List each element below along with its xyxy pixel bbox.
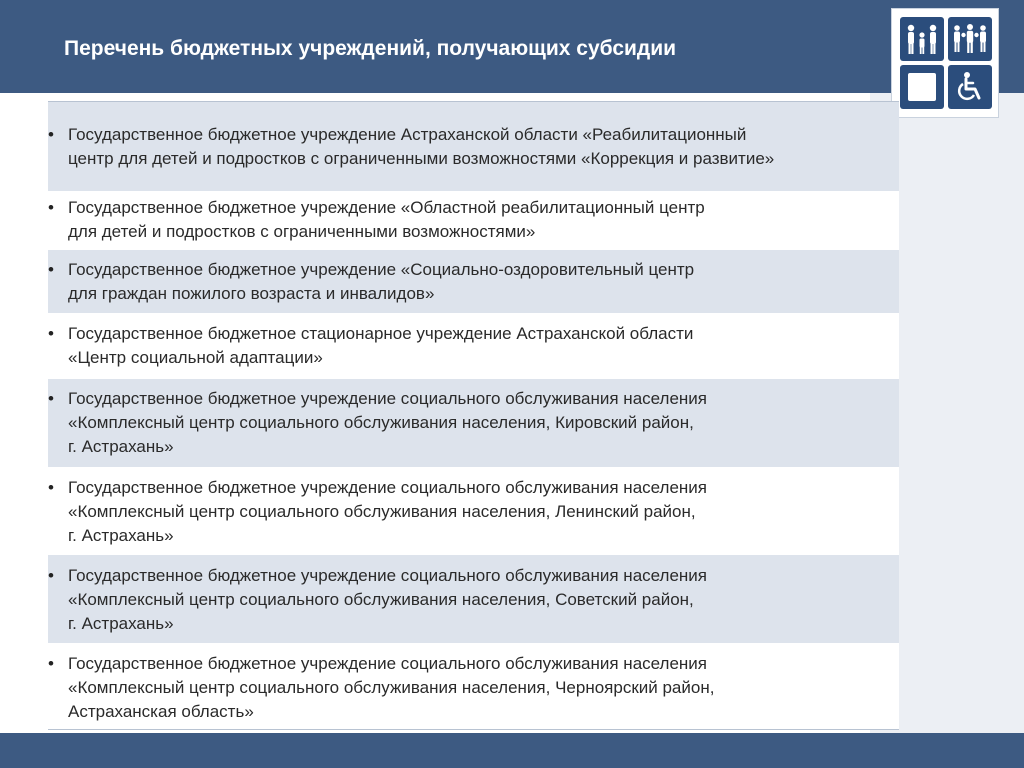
list-item-text: Государственное бюджетное учреждение социального обслуживания населения «Комплексный центр социального обслуживания населения, Кировский район, г. Астрахань» xyxy=(68,389,708,456)
bullet: • xyxy=(48,389,54,408)
wheelchair-icon xyxy=(948,65,992,109)
list-item xyxy=(48,191,899,250)
logo xyxy=(891,8,999,118)
page-title: Перечень бюджетных учреждений, получающих субсидии xyxy=(64,37,677,60)
list-item-text: Государственное бюджетное учреждение социального обслуживания населения «Комплексный центр социального обслуживания населения, Советский район, г. Астрахань» xyxy=(68,566,708,633)
header-bar xyxy=(0,0,1024,93)
list-item xyxy=(48,379,899,467)
bullet: • xyxy=(48,324,54,343)
institutions-list xyxy=(48,101,899,729)
bullet: • xyxy=(48,198,54,217)
list-item-text: Государственное бюджетное учреждение социального обслуживания населения «Комплексный центр социального обслуживания населения, Ленинский район, г. Астрахань» xyxy=(68,478,708,545)
bullet: • xyxy=(48,654,54,673)
list-item-text: Государственное бюджетное учреждение «Социально-оздоровительный центр для граждан пожилого возраста и инвалидов» xyxy=(68,260,695,303)
bullet: • xyxy=(48,478,54,497)
list-item xyxy=(48,102,899,191)
footer-bar xyxy=(0,733,1024,768)
list-item-text: Государственное бюджетное стационарное учреждение Астраханской области «Центр социальной адаптации» xyxy=(68,324,694,367)
list-item-text: Государственное бюджетное учреждение Астраханской области «Реабилитационный центр для детей и подростков с ограниченными возможностями «Коррекция и развитие» xyxy=(68,125,775,168)
bullet: • xyxy=(48,260,54,279)
list-item xyxy=(48,643,899,729)
blank-square-icon xyxy=(900,65,944,109)
list-item xyxy=(48,250,899,313)
list-item xyxy=(48,467,899,555)
list-item-text: Государственное бюджетное учреждение социального обслуживания населения «Комплексный центр социального обслуживания населения, Черноярский район, Астраханская область» xyxy=(68,654,715,721)
bullet: • xyxy=(48,125,54,144)
family-icon xyxy=(900,17,944,61)
list-item xyxy=(48,555,899,643)
list-item-text: Государственное бюджетное учреждение «Областной реабилитационный центр для детей и подростков с ограниченными возможностями» xyxy=(68,198,705,241)
list-bottom-divider xyxy=(48,729,899,730)
bullet: • xyxy=(48,566,54,585)
group-icon xyxy=(948,17,992,61)
list-item xyxy=(48,313,899,379)
